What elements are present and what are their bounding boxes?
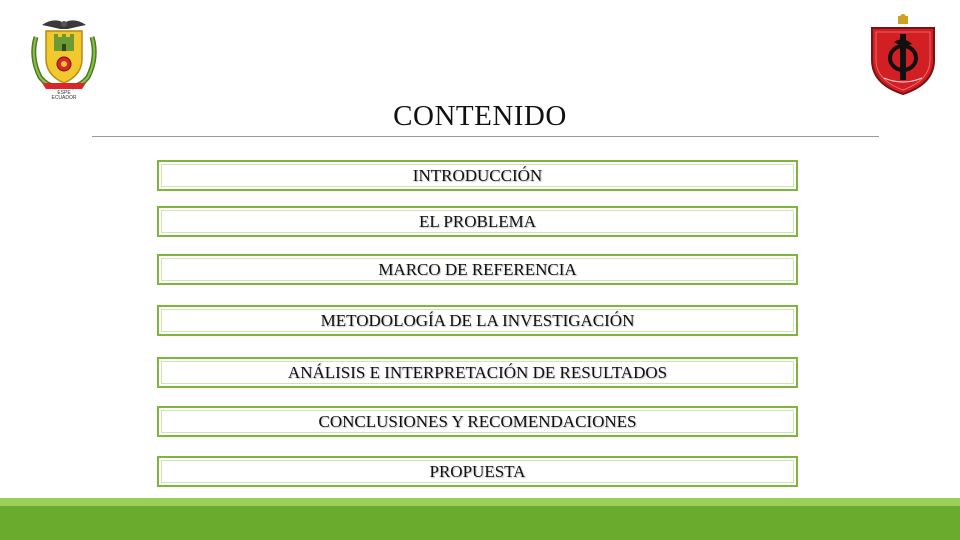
military-shield-icon [866,14,940,98]
page-title-text: CONTENIDO [393,100,567,132]
toc-item-conclusiones[interactable] [157,406,798,437]
footer-bar-light [0,498,960,506]
footer-bar-dark [0,506,960,540]
toc-item-introduccion[interactable] [157,160,798,191]
page-title [0,100,960,133]
toc-item-marco-de-referencia[interactable] [157,254,798,285]
toc-item-analisis[interactable] [157,357,798,388]
toc-item-label: EL PROBLEMA [419,211,536,231]
university-crest-icon [22,15,106,99]
toc-item-label: ANÁLISIS E INTERPRETACIÓN DE RESULTADOS [287,362,668,382]
toc-item-el-problema[interactable] [157,206,798,237]
toc-item-label: METODOLOGÍA DE LA INVESTIGACIÓN [320,310,635,330]
toc-item-label: PROPUESTA [429,461,526,481]
toc-item-metodologia[interactable] [157,305,798,336]
toc-item-label: INTRODUCCIÓN [412,165,543,185]
toc-item-label: MARCO DE REFERENCIA [378,259,577,279]
toc-item-label: CONCLUSIONES Y RECOMENDACIONES [318,411,637,431]
title-divider [92,136,879,137]
svg-text:ESPE: ESPE [57,90,71,96]
svg-text:ECUADOR: ECUADOR [51,95,77,99]
toc-item-propuesta[interactable] [157,456,798,487]
